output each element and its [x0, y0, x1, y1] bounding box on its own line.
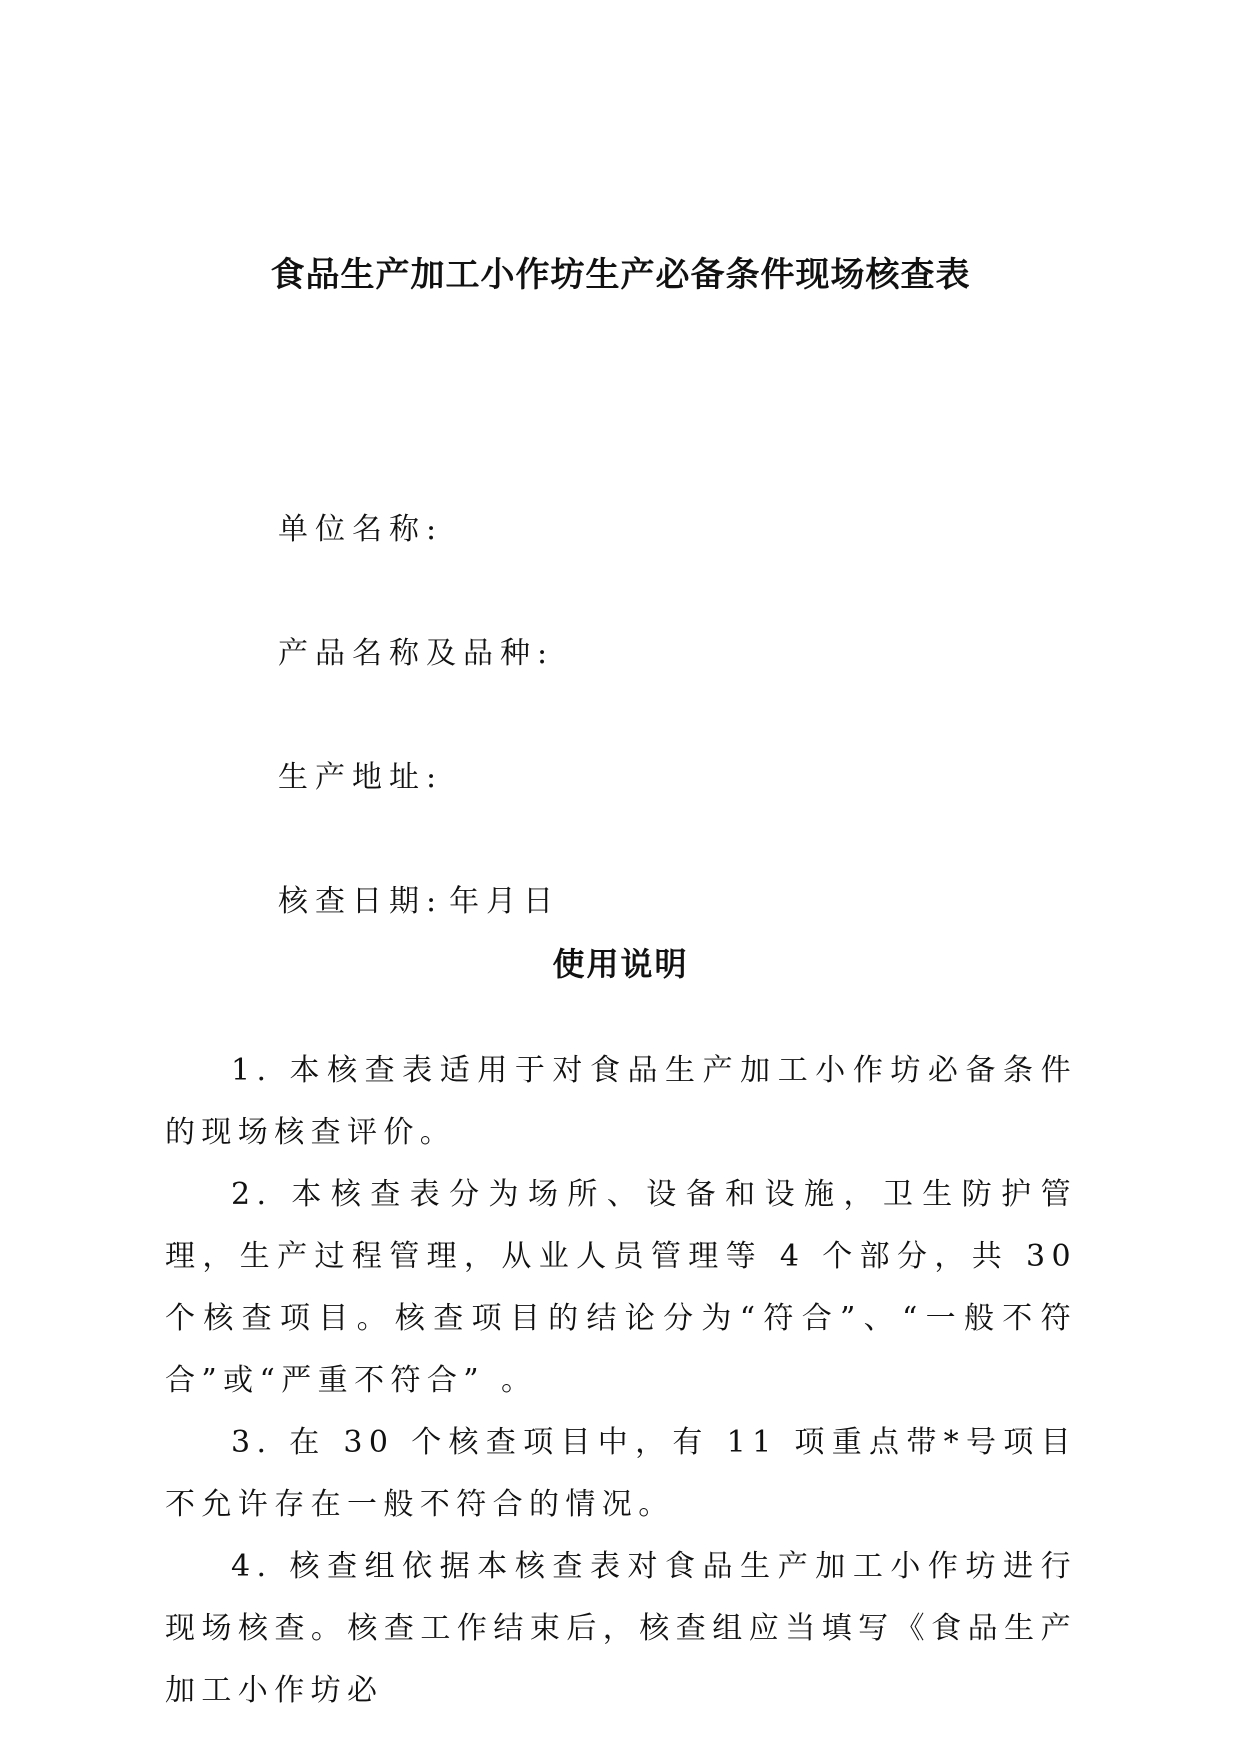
- instructions-list: [165, 1040, 1077, 1722]
- inspection-date-value: 年月日: [449, 884, 561, 919]
- instruction-item: 3. 在 30 个核查项目中，有 11 项重点带*号项目不允许存在一般不符合的情况。: [165, 1425, 1077, 1522]
- inspection-date-field: [278, 880, 560, 924]
- document-title: 食品生产加工小作坊生产必备条件现场核查表: [270, 255, 971, 295]
- instructions-heading: 使用说明: [552, 945, 689, 983]
- product-field: [278, 632, 554, 676]
- instruction-item: 1. 本核查表适用于对食品生产加工小作坊必备条件的现场核查评价。: [165, 1053, 1077, 1150]
- inspection-date-label: 核查日期:: [278, 884, 444, 919]
- unit-name-field: [278, 508, 443, 552]
- unit-name-label: 单位名称:: [278, 512, 444, 547]
- address-field: [278, 756, 443, 800]
- address-label: 生产地址:: [278, 760, 444, 795]
- instruction-item: 2. 本核查表分为场所、设备和设施，卫生防护管理，生产过程管理，从业人员管理等 4 个部分，共 30 个核查项目。核查项目的结论分为“符合”、“一般不符合”或“严重不符合” 。: [165, 1177, 1077, 1398]
- instruction-item: 4. 核查组依据本核查表对食品生产加工小作坊进行现场核查。核查工作结束后，核查组应当填写《食品生产加工小作坊必: [165, 1549, 1077, 1708]
- product-label: 产品名称及品种:: [278, 636, 555, 671]
